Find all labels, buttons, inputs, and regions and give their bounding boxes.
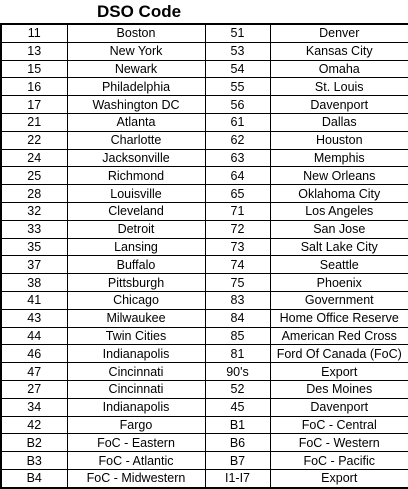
table-row <box>1 434 408 452</box>
location-cell: San Jose <box>270 220 408 238</box>
code-cell: 42 <box>1 416 67 434</box>
location-cell: Jacksonville <box>67 149 205 167</box>
code-cell: 53 <box>205 42 270 60</box>
location-cell: Houston <box>270 131 408 149</box>
code-cell: 45 <box>205 398 270 416</box>
location-cell: Los Angeles <box>270 202 408 220</box>
code-cell: 22 <box>1 131 67 149</box>
location-cell: Richmond <box>67 167 205 185</box>
location-cell: Seattle <box>270 256 408 274</box>
location-cell: New Orleans <box>270 167 408 185</box>
code-cell: 73 <box>205 238 270 256</box>
code-cell: 46 <box>1 345 67 363</box>
location-cell: Indianapolis <box>67 345 205 363</box>
location-cell: Export <box>270 363 408 381</box>
location-cell: Milwaukee <box>67 309 205 327</box>
location-cell: Ford Of Canada (FoC) <box>270 345 408 363</box>
location-cell: Phoenix <box>270 274 408 292</box>
code-cell: 75 <box>205 274 270 292</box>
code-cell: B6 <box>205 434 270 452</box>
code-cell: 38 <box>1 274 67 292</box>
code-cell: 43 <box>1 309 67 327</box>
location-cell: St. Louis <box>270 78 408 96</box>
table-row <box>1 149 408 167</box>
location-cell: FoC - Atlantic <box>67 452 205 470</box>
location-cell: Fargo <box>67 416 205 434</box>
code-cell: 62 <box>205 131 270 149</box>
code-cell: 81 <box>205 345 270 363</box>
code-cell: B1 <box>205 416 270 434</box>
code-cell: B7 <box>205 452 270 470</box>
location-cell: Home Office Reserve <box>270 309 408 327</box>
table-row <box>1 363 408 381</box>
location-cell: Cincinnati <box>67 363 205 381</box>
table-row <box>1 42 408 60</box>
location-cell: Salt Lake City <box>270 238 408 256</box>
code-cell: B3 <box>1 452 67 470</box>
table-row <box>1 291 408 309</box>
code-cell: 72 <box>205 220 270 238</box>
location-cell: Cincinnati <box>67 380 205 398</box>
location-cell: Cleveland <box>67 202 205 220</box>
code-cell: 17 <box>1 96 67 114</box>
table-row <box>1 78 408 96</box>
table-row <box>1 185 408 203</box>
location-cell: Denver <box>270 24 408 42</box>
code-cell: 28 <box>1 185 67 203</box>
table-row <box>1 113 408 131</box>
code-cell: 35 <box>1 238 67 256</box>
location-cell: Indianapolis <box>67 398 205 416</box>
location-cell: Philadelphia <box>67 78 205 96</box>
sheet-title-text: DSO Code <box>97 2 182 21</box>
location-cell: Oklahoma City <box>270 185 408 203</box>
code-cell: 84 <box>205 309 270 327</box>
code-cell: 83 <box>205 291 270 309</box>
code-cell: 27 <box>1 380 67 398</box>
location-cell: American Red Cross <box>270 327 408 345</box>
location-cell: Washington DC <box>67 96 205 114</box>
location-cell: Atlanta <box>67 113 205 131</box>
location-cell: Davenport <box>270 96 408 114</box>
code-cell: 34 <box>1 398 67 416</box>
code-cell: 25 <box>1 167 67 185</box>
code-cell: 74 <box>205 256 270 274</box>
location-cell: Detroit <box>67 220 205 238</box>
table-row <box>1 327 408 345</box>
location-cell: Government <box>270 291 408 309</box>
table-row <box>1 309 408 327</box>
table-row <box>1 96 408 114</box>
code-cell: 52 <box>205 380 270 398</box>
table-row <box>1 24 408 42</box>
table-row <box>1 131 408 149</box>
table-row <box>1 380 408 398</box>
location-cell: Export <box>270 469 408 487</box>
location-cell: FoC - Eastern <box>67 434 205 452</box>
location-cell: FoC - Western <box>270 434 408 452</box>
code-cell: B4 <box>1 469 67 487</box>
location-cell: Charlotte <box>67 131 205 149</box>
location-cell: FoC - Midwestern <box>67 469 205 487</box>
table-row <box>1 416 408 434</box>
table-row <box>1 167 408 185</box>
location-cell: FoC - Central <box>270 416 408 434</box>
location-cell: Omaha <box>270 60 408 78</box>
location-cell: FoC - Pacific <box>270 452 408 470</box>
code-cell: 21 <box>1 113 67 131</box>
code-cell: 63 <box>205 149 270 167</box>
table-row <box>1 60 408 78</box>
code-cell: 61 <box>205 113 270 131</box>
location-cell: Lansing <box>67 238 205 256</box>
code-cell: 56 <box>205 96 270 114</box>
table-row <box>1 256 408 274</box>
location-cell: Memphis <box>270 149 408 167</box>
code-cell: 33 <box>1 220 67 238</box>
code-cell: 32 <box>1 202 67 220</box>
location-cell: Pittsburgh <box>67 274 205 292</box>
location-cell: Buffalo <box>67 256 205 274</box>
table-row <box>1 452 408 470</box>
code-cell: 11 <box>1 24 67 42</box>
location-cell: Boston <box>67 24 205 42</box>
code-cell: 16 <box>1 78 67 96</box>
code-cell: 47 <box>1 363 67 381</box>
code-cell: 65 <box>205 185 270 203</box>
code-cell: 13 <box>1 42 67 60</box>
code-cell: 37 <box>1 256 67 274</box>
code-cell: 24 <box>1 149 67 167</box>
dso-code-table <box>0 23 408 489</box>
code-cell: 90's <box>205 363 270 381</box>
table-row <box>1 220 408 238</box>
code-cell: 15 <box>1 60 67 78</box>
sheet-title <box>0 0 408 23</box>
table-row <box>1 345 408 363</box>
code-cell: 41 <box>1 291 67 309</box>
location-cell: Kansas City <box>270 42 408 60</box>
code-cell: 71 <box>205 202 270 220</box>
location-cell: Chicago <box>67 291 205 309</box>
location-cell: New York <box>67 42 205 60</box>
code-cell: 51 <box>205 24 270 42</box>
location-cell: Des Moines <box>270 380 408 398</box>
table-row <box>1 202 408 220</box>
code-cell: 64 <box>205 167 270 185</box>
table-row <box>1 274 408 292</box>
code-cell: 55 <box>205 78 270 96</box>
code-cell: 44 <box>1 327 67 345</box>
table-row <box>1 398 408 416</box>
code-cell: B2 <box>1 434 67 452</box>
dso-code-rows <box>1 24 408 488</box>
location-cell: Louisville <box>67 185 205 203</box>
code-cell: I1-I7 <box>205 469 270 487</box>
table-row <box>1 238 408 256</box>
location-cell: Dallas <box>270 113 408 131</box>
code-cell: 85 <box>205 327 270 345</box>
code-cell: 54 <box>205 60 270 78</box>
location-cell: Newark <box>67 60 205 78</box>
location-cell: Davenport <box>270 398 408 416</box>
table-row <box>1 469 408 487</box>
location-cell: Twin Cities <box>67 327 205 345</box>
